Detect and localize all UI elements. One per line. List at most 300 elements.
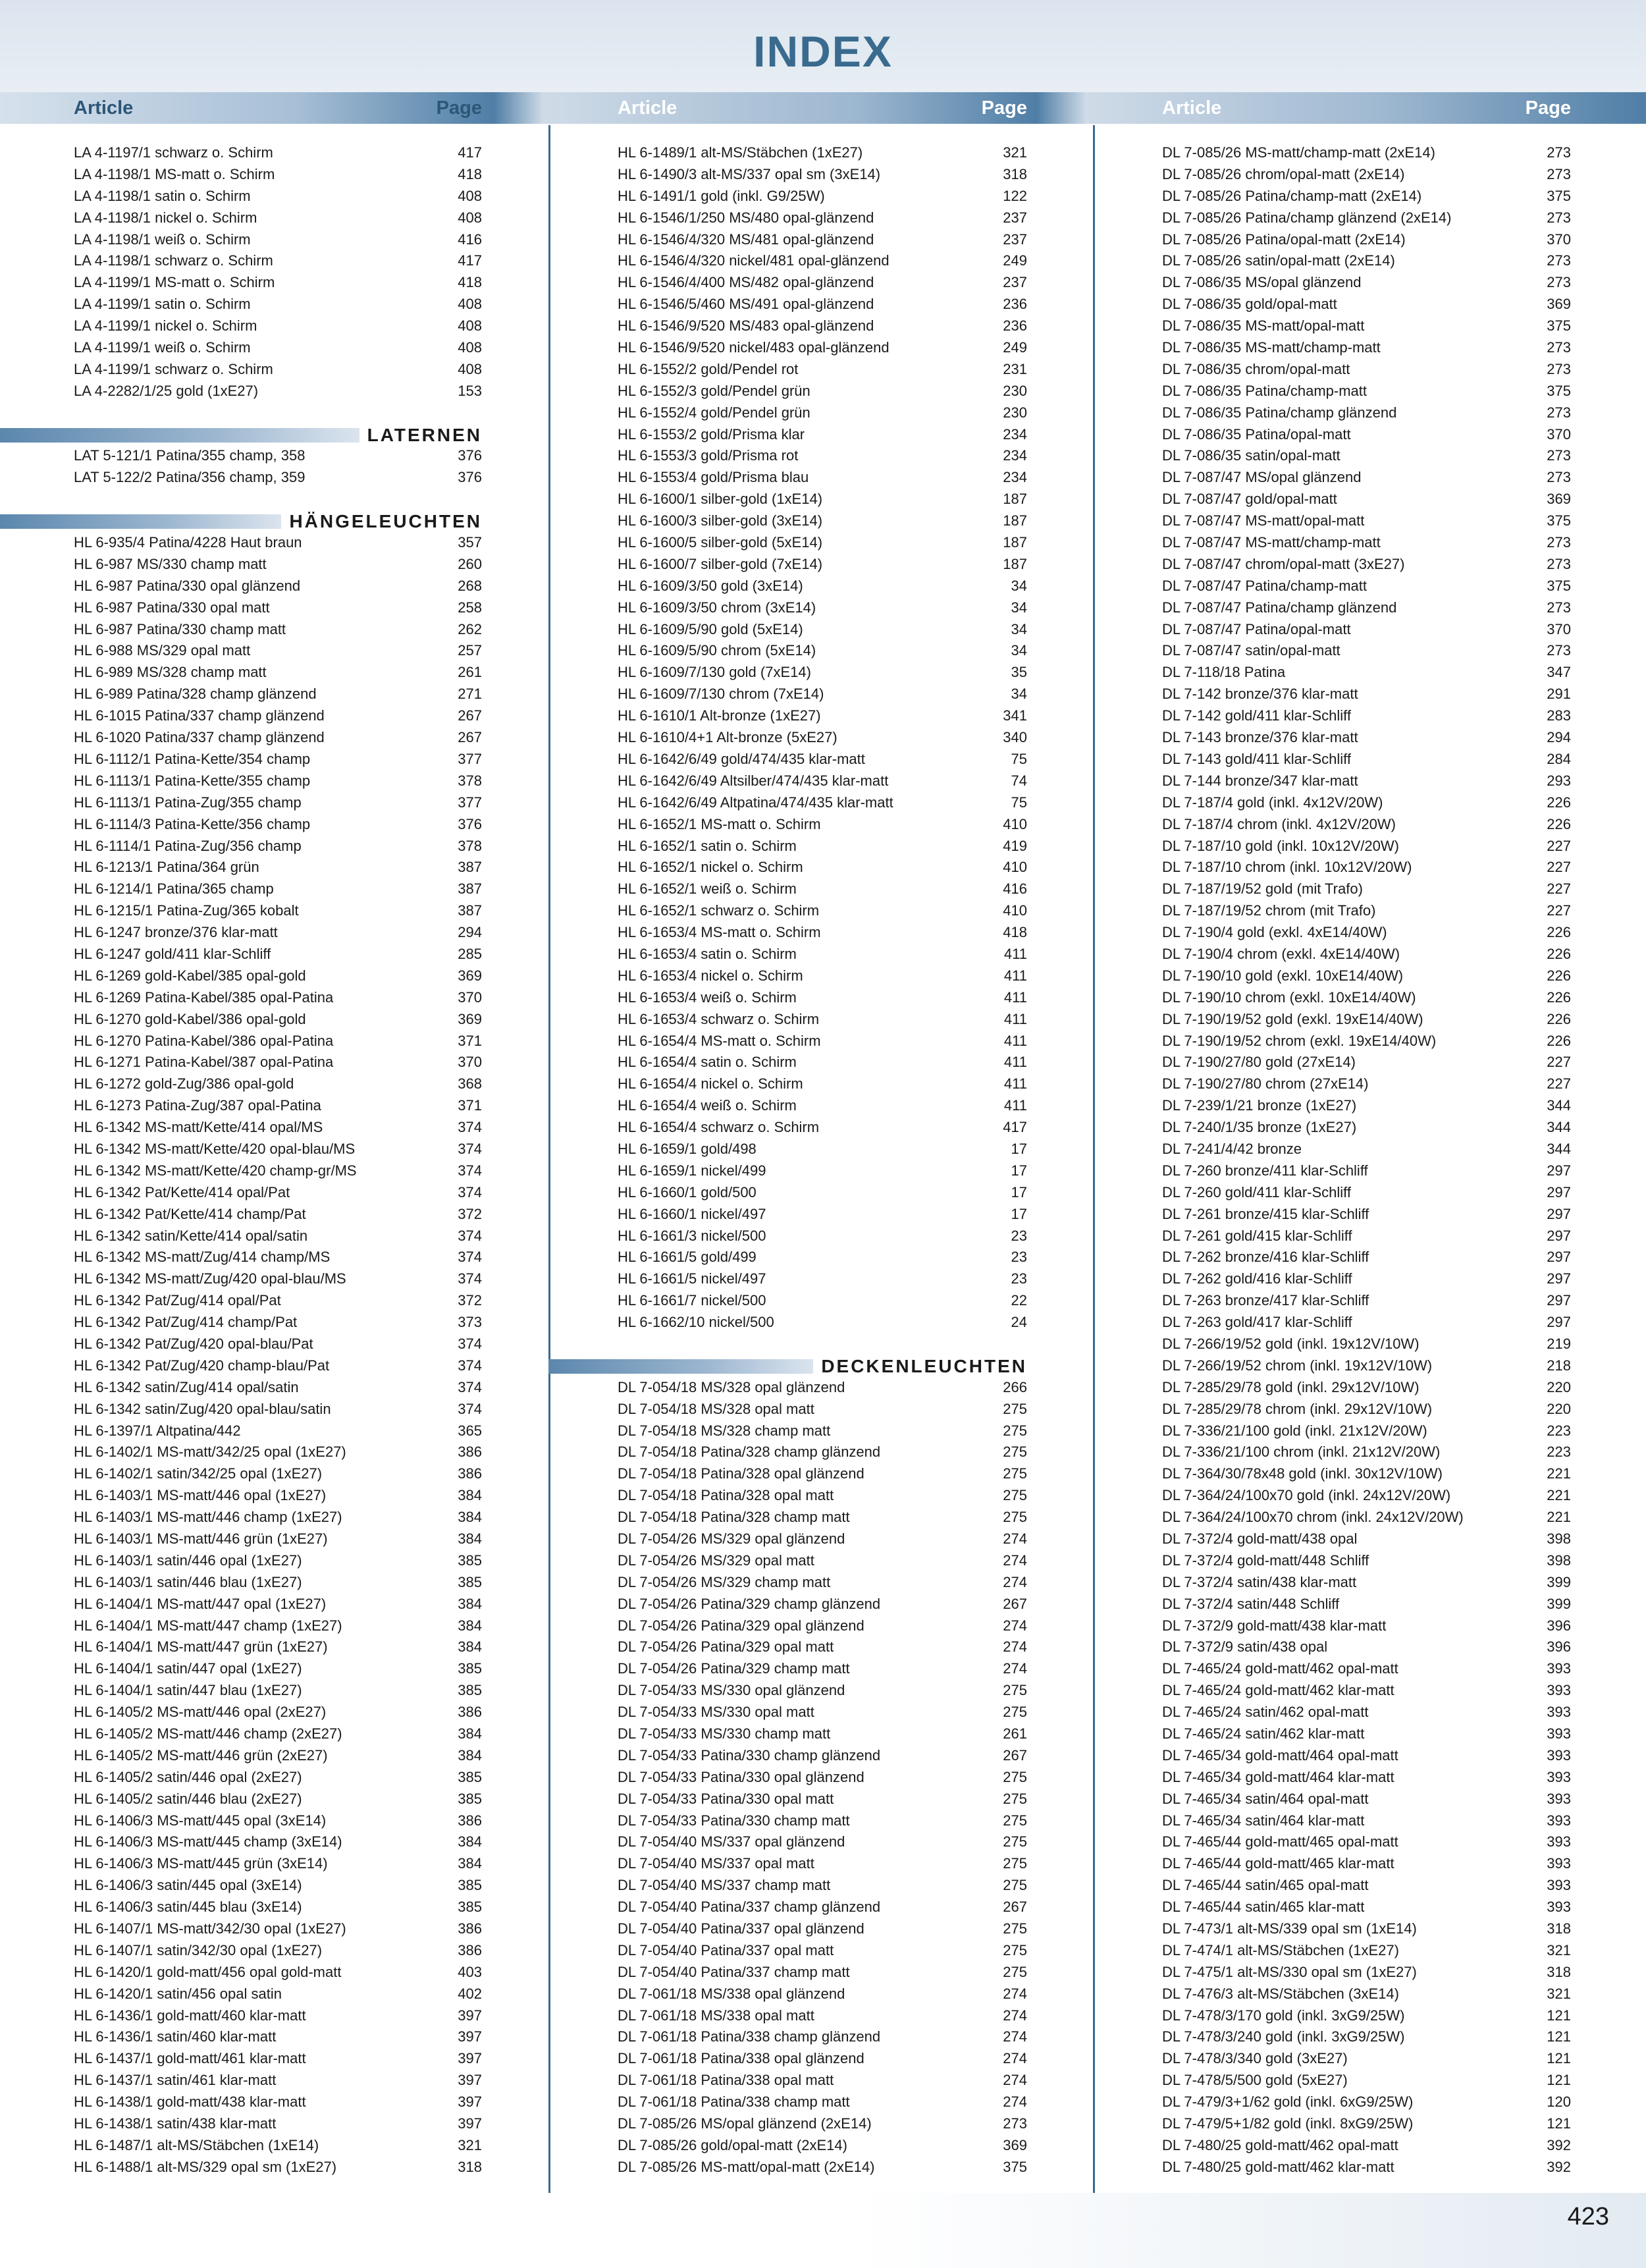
article-name: HL 6-1659/1 nickel/499 [618, 1162, 766, 1179]
page-ref: 397 [458, 2050, 482, 2067]
article-name: HL 6-1661/3 nickel/500 [618, 1227, 766, 1244]
page-ref: 416 [458, 230, 482, 248]
article-name: HL 6-1553/4 gold/Prisma blau [618, 469, 809, 486]
article-name: DL 7-054/40 Patina/337 champ glänzend [618, 1899, 881, 1916]
article-name: DL 7-142 gold/411 klar-Schliff [1162, 707, 1351, 724]
page-ref: 411 [1003, 945, 1027, 962]
index-entry [1162, 1073, 1571, 1095]
index-entry [1162, 229, 1571, 251]
article-name: DL 7-054/18 MS/328 champ matt [618, 1422, 831, 1439]
index-entry [74, 1875, 482, 1897]
index-entry [1162, 684, 1571, 705]
index-entry [1162, 1226, 1571, 1247]
article-name: DL 7-372/4 gold-matt/438 opal [1162, 1530, 1358, 1547]
index-entry [1162, 2135, 1571, 2157]
index-entry [1162, 857, 1571, 878]
article-name: DL 7-086/35 MS/opal glänzend [1162, 274, 1362, 291]
page-ref: 408 [458, 187, 482, 204]
page-ref: 392 [1547, 2158, 1571, 2175]
page-ref: 374 [458, 1140, 482, 1157]
page-ref: 318 [458, 2158, 482, 2175]
page-ref: 410 [1003, 902, 1027, 919]
column-divider [1093, 125, 1095, 2193]
article-name: HL 6-1610/4+1 Alt-bronze (5xE27) [618, 729, 837, 746]
index-entry [1162, 337, 1571, 359]
page-ref: 226 [1547, 967, 1571, 984]
index-entry [618, 987, 1027, 1009]
article-name: DL 7-372/9 gold-matt/438 klar-matt [1162, 1617, 1387, 1634]
page-ref: 275 [1003, 1422, 1027, 1439]
page-ref: 226 [1547, 924, 1571, 941]
article-name: DL 7-190/27/80 chrom (27xE14) [1162, 1075, 1369, 1093]
page-ref: 275 [1003, 1790, 1027, 1807]
page-ref: 396 [1547, 1638, 1571, 1656]
index-entry [74, 987, 482, 1009]
article-name: DL 7-465/24 gold-matt/462 opal-matt [1162, 1660, 1398, 1677]
index-entry [1162, 770, 1571, 792]
index-entry [1162, 1290, 1571, 1312]
index-entry [74, 1680, 482, 1702]
page-ref: 375 [1003, 2158, 1027, 2175]
page-ref: 374 [458, 1378, 482, 1395]
page-ref: 17 [1011, 1140, 1027, 1157]
index-entry [618, 1984, 1027, 2005]
article-name: DL 7-054/26 MS/329 opal matt [618, 1552, 814, 1569]
article-name: HL 6-1438/1 satin/438 klar-matt [74, 2115, 277, 2132]
page-ref: 17 [1011, 1162, 1027, 1179]
index-entry [1162, 445, 1571, 467]
article-name: HL 6-1546/9/520 MS/483 opal-glänzend [618, 317, 874, 335]
index-entry [1162, 186, 1571, 207]
page-title: INDEX [753, 27, 893, 76]
index-entry [618, 792, 1027, 814]
index-entry [618, 467, 1027, 489]
index-entry [1162, 2005, 1571, 2027]
section-bar [0, 514, 281, 529]
index-entry [74, 337, 482, 359]
article-name: HL 6-1112/1 Patina-Kette/354 champ [74, 750, 311, 767]
page-ref: 122 [1003, 187, 1027, 204]
article-name: HL 6-1552/3 gold/Pendel grün [618, 382, 810, 399]
article-name: HL 6-1660/1 gold/500 [618, 1183, 757, 1201]
page-ref: 275 [1003, 1682, 1027, 1699]
page-ref: 397 [458, 2072, 482, 2089]
index-entry [74, 1334, 482, 1355]
article-name: HL 6-1015 Patina/337 champ glänzend [74, 707, 325, 724]
article-name: DL 7-054/40 MS/337 opal matt [618, 1855, 814, 1872]
page-ref: 121 [1547, 2072, 1571, 2089]
article-name: DL 7-479/3+1/62 gold (inkl. 6xG9/25W) [1162, 2093, 1414, 2111]
index-entry [1162, 640, 1571, 662]
page-ref: 226 [1547, 794, 1571, 811]
article-name: DL 7-372/4 satin/438 klar-matt [1162, 1573, 1357, 1590]
page-ref: 153 [458, 382, 482, 399]
index-entry [618, 2157, 1027, 2178]
page-ref: 386 [458, 1920, 482, 1937]
index-entry [74, 1962, 482, 1984]
page-ref: 274 [1003, 2093, 1027, 2111]
article-name: HL 6-1420/1 satin/456 opal satin [74, 1985, 282, 2002]
page-ref: 221 [1547, 1487, 1571, 1504]
article-name: HL 6-1215/1 Patina-Zug/365 kobalt [74, 902, 299, 919]
page-ref: 384 [458, 1725, 482, 1742]
index-entry [618, 836, 1027, 857]
article-name: HL 6-1213/1 Patina/364 grün [74, 859, 259, 876]
index-entry [1162, 1507, 1571, 1528]
index-entry [618, 1962, 1027, 1984]
article-name: DL 7-054/33 MS/330 champ matt [618, 1725, 831, 1742]
page-ref: 274 [1003, 2072, 1027, 2089]
index-entry [74, 1204, 482, 1226]
page-ref: 23 [1011, 1249, 1027, 1266]
index-entry [1162, 1680, 1571, 1702]
page-ref: 376 [458, 815, 482, 832]
article-name: DL 7-336/21/100 chrom (inkl. 21x12V/20W) [1162, 1444, 1441, 1461]
article-name: DL 7-465/34 satin/464 klar-matt [1162, 1812, 1365, 1829]
page-ref: 375 [1547, 577, 1571, 594]
article-name: DL 7-473/1 alt-MS/339 opal sm (1xE14) [1162, 1920, 1417, 1937]
index-entry [1162, 381, 1571, 402]
index-entry [74, 554, 482, 576]
page-number: 423 [1567, 2203, 1609, 2230]
index-entry [1162, 1962, 1571, 1984]
article-name: HL 6-987 MS/330 champ matt [74, 555, 267, 572]
index-entry [618, 1031, 1027, 1052]
article-name: LAT 5-122/2 Patina/356 champ, 359 [74, 469, 305, 486]
page-ref: 374 [458, 1270, 482, 1287]
page-ref: 261 [458, 664, 482, 681]
article-name: HL 6-1342 satin/Kette/414 opal/satin [74, 1227, 308, 1244]
article-name: DL 7-478/3/240 gold (inkl. 3xG9/25W) [1162, 2028, 1405, 2045]
article-name: DL 7-086/35 gold/opal-matt [1162, 296, 1337, 313]
page-ref: 418 [458, 274, 482, 291]
article-name: HL 6-1546/1/250 MS/480 opal-glänzend [618, 209, 874, 226]
article-name: DL 7-087/47 chrom/opal-matt (3xE27) [1162, 555, 1405, 572]
index-entry [74, 1507, 482, 1528]
page-ref: 370 [1547, 230, 1571, 248]
article-name: HL 6-1436/1 gold-matt/460 klar-matt [74, 2007, 306, 2024]
page-ref: 22 [1011, 1292, 1027, 1309]
article-name: DL 7-465/24 gold-matt/462 klar-matt [1162, 1682, 1394, 1699]
page-ref: 275 [1003, 1400, 1027, 1417]
page-ref: 384 [458, 1509, 482, 1526]
index-entry [74, 1139, 482, 1160]
index-entry [74, 1789, 482, 1810]
page-ref: 34 [1011, 577, 1027, 594]
article-name: HL 6-1609/7/130 chrom (7xE14) [618, 686, 824, 703]
index-entry [1162, 1636, 1571, 1658]
article-name: DL 7-085/26 chrom/opal-matt (2xE14) [1162, 165, 1405, 182]
page-ref: 121 [1547, 2007, 1571, 2024]
article-name: DL 7-143 bronze/376 klar-matt [1162, 729, 1358, 746]
article-name: DL 7-061/18 Patina/338 champ glänzend [618, 2028, 881, 2045]
article-name: DL 7-086/35 chrom/opal-matt [1162, 360, 1350, 377]
index-entry [74, 1572, 482, 1594]
index-entry [74, 2005, 482, 2027]
article-name: HL 6-1654/4 MS-matt o. Schirm [618, 1032, 821, 1049]
page-ref: 410 [1003, 859, 1027, 876]
index-entry [618, 1009, 1027, 1031]
article-name: DL 7-474/1 alt-MS/Stäbchen (1xE27) [1162, 1941, 1399, 1958]
page-ref: 267 [458, 707, 482, 724]
page-ref: 267 [1003, 1746, 1027, 1764]
article-name: HL 6-1406/3 MS-matt/445 grün (3xE14) [74, 1855, 328, 1872]
index-entry [1162, 1485, 1571, 1507]
index-entry [1162, 532, 1571, 554]
index-entry [1162, 1377, 1571, 1399]
page-ref: 384 [458, 1746, 482, 1764]
page-ref: 386 [458, 1704, 482, 1721]
index-entry [618, 2070, 1027, 2092]
page-ref: 297 [1547, 1227, 1571, 1244]
index-entry [1162, 1702, 1571, 1723]
page-ref: 369 [1547, 491, 1571, 508]
page-ref: 227 [1547, 837, 1571, 854]
index-entry [618, 1745, 1027, 1767]
page-ref: 369 [1547, 296, 1571, 313]
page-ref: 318 [1547, 1963, 1571, 1980]
page-ref: 411 [1003, 1097, 1027, 1114]
page-ref: 385 [458, 1790, 482, 1807]
article-name: HL 6-1609/5/90 gold (5xE14) [618, 620, 803, 637]
index-entry [618, 532, 1027, 554]
article-name: HL 6-1552/4 gold/Pendel grün [618, 404, 810, 421]
index-entry [74, 1247, 482, 1268]
index-entry [1162, 1160, 1571, 1182]
index-entry [74, 2070, 482, 2092]
index-entry [74, 836, 482, 857]
index-entry [618, 1507, 1027, 1528]
article-name: DL 7-261 gold/415 klar-Schliff [1162, 1227, 1352, 1244]
article-name: DL 7-054/33 MS/330 opal glänzend [618, 1682, 845, 1699]
column-header-1 [74, 92, 482, 124]
article-name: HL 6-1247 bronze/376 klar-matt [74, 924, 278, 941]
index-entry [618, 1442, 1027, 1463]
page-ref: 262 [458, 620, 482, 637]
article-name: DL 7-054/26 Patina/329 opal matt [618, 1638, 834, 1656]
index-entry [74, 1290, 482, 1312]
index-entry [1162, 2048, 1571, 2070]
index-entry [1162, 1789, 1571, 1810]
page-ref: 274 [1003, 2028, 1027, 2045]
article-name: HL 6-1342 Pat/Zug/420 champ-blau/Pat [74, 1357, 330, 1374]
index-entry [1162, 1334, 1571, 1355]
page-ref: 294 [1547, 729, 1571, 746]
article-name: HL 6-1020 Patina/337 champ glänzend [74, 729, 325, 746]
page-ref: 385 [458, 1877, 482, 1894]
index-entry [618, 272, 1027, 294]
page-ref: 271 [458, 686, 482, 703]
article-name: DL 7-190/4 gold (exkl. 4xE14/40W) [1162, 924, 1387, 941]
article-name: HL 6-1342 satin/Zug/420 opal-blau/satin [74, 1400, 331, 1417]
index-entry [1162, 1897, 1571, 1918]
page-ref: 274 [1003, 1552, 1027, 1569]
page-ref: 266 [1003, 1378, 1027, 1395]
spacer [74, 489, 482, 510]
index-entry [74, 1312, 482, 1334]
article-name: HL 6-1653/4 schwarz o. Schirm [618, 1010, 820, 1027]
page-ref: 374 [458, 1357, 482, 1374]
article-name: HL 6-1404/1 satin/447 opal (1xE27) [74, 1660, 302, 1677]
article-name: DL 7-480/25 gold-matt/462 opal-matt [1162, 2136, 1398, 2153]
index-entry [1162, 662, 1571, 684]
article-name: DL 7-087/47 MS-matt/opal-matt [1162, 512, 1365, 529]
index-entry [618, 1723, 1027, 1745]
page-ref: 275 [1003, 1963, 1027, 1980]
index-entry [74, 900, 482, 922]
page-ref: 374 [458, 1162, 482, 1179]
article-name: DL 7-260 gold/411 klar-Schliff [1162, 1183, 1351, 1201]
page-ref: 384 [458, 1487, 482, 1504]
index-entry [618, 402, 1027, 424]
article-name: DL 7-266/19/52 chrom (inkl. 19x12V/10W) [1162, 1357, 1433, 1374]
article-name: HL 6-1438/1 gold-matt/438 klar-matt [74, 2093, 306, 2111]
page-ref: 370 [458, 1054, 482, 1071]
index-entry [1162, 1095, 1571, 1117]
index-entry [74, 1399, 482, 1420]
index-entry [1162, 2157, 1571, 2178]
article-name: DL 7-187/10 chrom (inkl. 10x12V/20W) [1162, 859, 1412, 876]
page-ref: 273 [1547, 144, 1571, 161]
article-name: HL 6-1342 Pat/Kette/414 opal/Pat [74, 1183, 290, 1201]
article-name: HL 6-1406/3 satin/445 blau (3xE14) [74, 1899, 302, 1916]
article-header: Article [74, 97, 134, 119]
page-ref: 227 [1547, 880, 1571, 898]
article-name: DL 7-085/26 Patina/champ glänzend (2xE14) [1162, 209, 1452, 226]
page-ref: 227 [1547, 902, 1571, 919]
page-ref: 285 [458, 945, 482, 962]
index-entry [74, 640, 482, 662]
page-ref: 374 [458, 1119, 482, 1136]
article-name: DL 7-239/1/21 bronze (1xE27) [1162, 1097, 1357, 1114]
page-ref: 275 [1003, 1855, 1027, 1872]
page-ref: 378 [458, 837, 482, 854]
article-name: LA 4-1199/1 nickel o. Schirm [74, 317, 257, 335]
index-entry [1162, 987, 1571, 1009]
index-entry [1162, 2026, 1571, 2048]
article-name: HL 6-1653/4 satin o. Schirm [618, 945, 797, 962]
page-ref: 393 [1547, 1877, 1571, 1894]
page-ref: 226 [1547, 988, 1571, 1006]
index-entry [618, 1117, 1027, 1139]
page-ref: 220 [1547, 1400, 1571, 1417]
article-name: DL 7-187/19/52 chrom (mit Trafo) [1162, 902, 1376, 919]
page-ref: 408 [458, 360, 482, 377]
article-name: HL 6-1661/5 nickel/497 [618, 1270, 766, 1287]
page-ref: 273 [1547, 447, 1571, 464]
article-name: DL 7-144 bronze/347 klar-matt [1162, 772, 1358, 789]
page-ref: 321 [1003, 144, 1027, 161]
page-ref: 273 [1547, 599, 1571, 616]
index-entry [1162, 272, 1571, 294]
page-ref: 372 [458, 1205, 482, 1222]
article-name: DL 7-054/40 Patina/337 opal matt [618, 1941, 834, 1958]
article-name: DL 7-054/33 Patina/330 champ glänzend [618, 1746, 881, 1764]
index-entry [1162, 207, 1571, 229]
page-ref: 371 [458, 1097, 482, 1114]
article-name: HL 6-1600/1 silber-gold (1xE14) [618, 491, 823, 508]
page-ref: 341 [1003, 707, 1027, 724]
index-entry [74, 359, 482, 381]
article-name: DL 7-118/18 Patina [1162, 664, 1286, 681]
page-ref: 393 [1547, 1682, 1571, 1699]
index-entry [618, 1702, 1027, 1723]
page-ref: 234 [1003, 447, 1027, 464]
article-name: DL 7-465/24 satin/462 klar-matt [1162, 1725, 1365, 1742]
index-entry [618, 2092, 1027, 2113]
section-heading [74, 510, 482, 532]
article-name: HL 6-1652/1 nickel o. Schirm [618, 859, 803, 876]
article-name: LA 4-1199/1 schwarz o. Schirm [74, 360, 273, 377]
index-entry [1162, 965, 1571, 987]
section-label: DECKENLEUCHTEN [821, 1355, 1027, 1376]
index-entry [618, 1312, 1027, 1334]
page-ref: 34 [1011, 620, 1027, 637]
index-entry [618, 597, 1027, 619]
page-ref: 226 [1547, 1010, 1571, 1027]
index-entry [74, 857, 482, 878]
page-ref: 121 [1547, 2050, 1571, 2067]
page-ref: 393 [1547, 1833, 1571, 1850]
index-entry [74, 250, 482, 272]
page-ref: 17 [1011, 1183, 1027, 1201]
article-name: DL 7-190/10 chrom (exkl. 10xE14/40W) [1162, 988, 1416, 1006]
page-ref: 385 [458, 1573, 482, 1590]
page-ref: 275 [1003, 1941, 1027, 1958]
page-ref: 411 [1003, 1075, 1027, 1093]
index-entry [74, 1594, 482, 1615]
article-name: DL 7-190/19/52 gold (exkl. 19xE14/40W) [1162, 1010, 1423, 1027]
article-name: DL 7-054/26 Patina/329 champ matt [618, 1660, 850, 1677]
article-name: DL 7-086/35 MS-matt/champ-matt [1162, 339, 1381, 356]
article-name: HL 6-987 Patina/330 opal matt [74, 599, 270, 616]
article-name: HL 6-1342 MS-matt/Kette/420 opal-blau/MS [74, 1140, 356, 1157]
page-ref: 17 [1011, 1205, 1027, 1222]
index-entry [74, 1009, 482, 1031]
article-name: DL 7-465/34 gold-matt/464 opal-matt [1162, 1746, 1398, 1764]
page-ref: 273 [1547, 274, 1571, 291]
page-ref: 187 [1003, 534, 1027, 551]
page-ref: 249 [1003, 339, 1027, 356]
page-ref: 227 [1547, 1054, 1571, 1071]
page-ref: 236 [1003, 296, 1027, 313]
article-name: HL 6-1403/1 satin/446 blau (1xE27) [74, 1573, 302, 1590]
page-ref: 293 [1547, 772, 1571, 789]
article-header: Article [1162, 97, 1222, 119]
page-ref: 75 [1011, 794, 1027, 811]
index-entry [618, 1658, 1027, 1680]
article-name: DL 7-263 bronze/417 klar-Schliff [1162, 1292, 1369, 1309]
index-entry [618, 250, 1027, 272]
page-ref: 321 [458, 2136, 482, 2153]
article-name: DL 7-054/33 Patina/330 opal matt [618, 1790, 834, 1807]
index-entry [1162, 1594, 1571, 1615]
article-name: DL 7-475/1 alt-MS/330 opal sm (1xE27) [1162, 1963, 1417, 1980]
article-name: HL 6-1404/1 MS-matt/447 grün (1xE27) [74, 1638, 328, 1656]
page-ref: 237 [1003, 274, 1027, 291]
index-entry [74, 445, 482, 467]
article-name: HL 6-1403/1 MS-matt/446 champ (1xE27) [74, 1509, 342, 1526]
index-entry [74, 186, 482, 207]
article-name: DL 7-061/18 Patina/338 opal glänzend [618, 2050, 864, 2067]
index-entry [618, 1875, 1027, 1897]
article-name: HL 6-1491/1 gold (inkl. G9/25W) [618, 187, 825, 204]
page-ref: 35 [1011, 664, 1027, 681]
page-ref: 377 [458, 794, 482, 811]
article-name: HL 6-1653/4 nickel o. Schirm [618, 967, 803, 984]
page-ref: 384 [458, 1638, 482, 1656]
article-name: HL 6-1653/4 weiß o. Schirm [618, 988, 797, 1006]
